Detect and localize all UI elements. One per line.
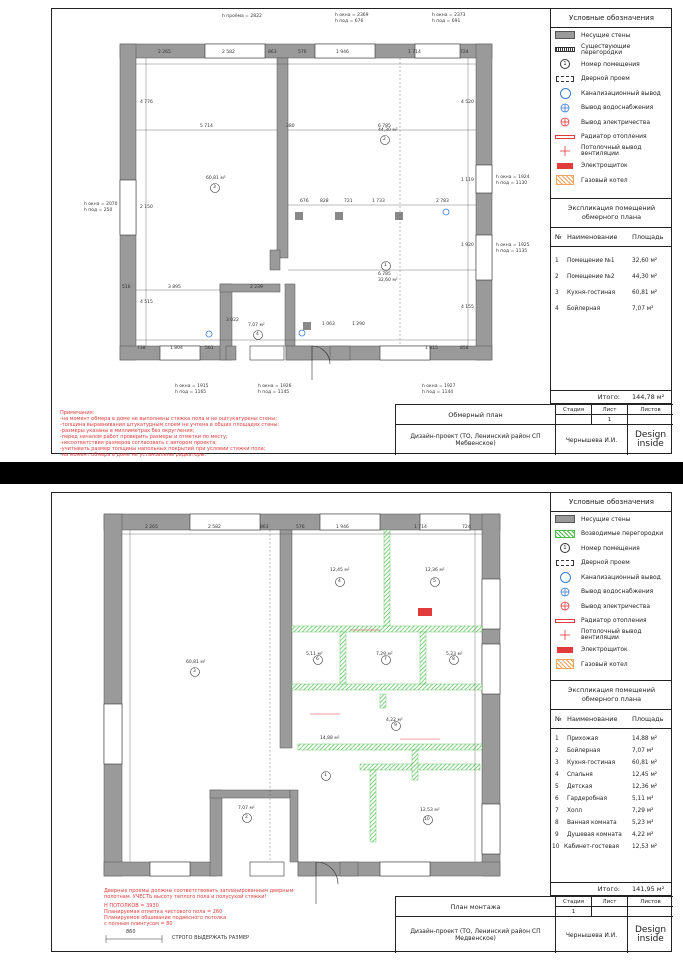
- dim-top: 576: [296, 525, 305, 530]
- room-number: 2: [245, 815, 248, 820]
- total-row: Итого: 141,95 м²: [551, 882, 672, 896]
- ventilation-icon: [555, 146, 575, 156]
- legend-list: [551, 512, 672, 672]
- bot-window3-label: h окна = 1927: [422, 384, 456, 389]
- dim-mid: 828: [320, 199, 329, 204]
- bot-window2-sill: h под = 1145: [258, 390, 290, 395]
- gas-boiler-icon: [555, 659, 575, 669]
- dim-bottom: 1 815: [425, 346, 438, 351]
- bearing-wall-swatch: [555, 30, 575, 40]
- ventilation-icon: [555, 630, 575, 640]
- project-name: Дизайн-проект (ТО, Ленинский район СП Медвенское): [396, 917, 556, 953]
- sheets-value: [628, 415, 673, 425]
- table-row: 2 Бойлерная 7,07 м²: [555, 747, 654, 754]
- legend-item: Канализационный вывод: [551, 570, 672, 585]
- sheet-number: 1: [592, 415, 628, 425]
- top-window2-label: h окна = 2373: [432, 13, 466, 18]
- project-name: Дизайн-проект (ТО, Ленинский район СП Мебвенское): [396, 425, 556, 455]
- room-number: 4: [256, 332, 259, 337]
- dim-top: 863: [268, 50, 277, 55]
- dim-bottom: 1 804: [170, 346, 183, 351]
- room-number: 2: [383, 137, 386, 142]
- dim-bottom: 1 063: [322, 322, 335, 327]
- radiator-icon: [555, 616, 575, 626]
- note-line: -перед началом работ проверить размеры и отметки по месту;: [60, 434, 228, 440]
- dim-top: 1 946: [336, 50, 349, 55]
- room-number: 6: [316, 657, 319, 662]
- legend-item: Потолочный вывод вентиляции: [551, 628, 672, 643]
- dim-wall: 380: [286, 124, 295, 129]
- table-header: № Наименование Площадь: [551, 710, 672, 729]
- stage-label: Стадия: [556, 897, 592, 907]
- table-row: 8 Ванная комната 5,23 м²: [555, 819, 654, 826]
- design-inside-logo: Design inside: [634, 430, 667, 449]
- area-room3: 60,81 м²: [186, 660, 206, 665]
- author-name: Чернышева И.И.: [556, 917, 628, 953]
- room-number: 5: [433, 579, 436, 584]
- dim-top: 724: [460, 50, 469, 55]
- legend-item: Электрощиток: [551, 159, 672, 174]
- sewer-outlet-icon: [555, 572, 575, 582]
- room-number: 9: [394, 723, 397, 728]
- drawing-title: Обмерный план: [396, 405, 556, 425]
- top-window1-sill: h под = 676: [335, 19, 364, 24]
- note-line: -размеры указаны в миллиметрах без округления;: [60, 428, 195, 434]
- bot-window1-sill: h под = 1165: [175, 390, 207, 395]
- top-window1-label: h окна = 2369: [335, 13, 369, 18]
- dim-room1-width: 6 785: [378, 272, 391, 277]
- note-line: -толщина выравнивания штукатурным слоем не учтена в общих площадях стены;: [60, 422, 280, 428]
- bot-window2-label: h окна = 1926: [258, 384, 292, 389]
- sheet-label: Лист: [592, 897, 628, 907]
- table-row: 4 Спальня 12,45 м²: [555, 771, 658, 778]
- table-row: 6 Гардеробная 5,11 м²: [555, 795, 654, 802]
- water-outlet-icon: [555, 587, 575, 597]
- legend-item: Несущие стены: [551, 512, 672, 527]
- area-room1: 32,60 м²: [378, 278, 398, 283]
- dim-top: 2 582: [222, 50, 235, 55]
- legend-item: Вывод водоснабжения: [551, 585, 672, 600]
- area-room4: 7,07 м²: [248, 323, 265, 328]
- legend-item: Вывод электричества: [551, 115, 672, 130]
- dim-top: 576: [298, 50, 307, 55]
- legend-item: 1 Номер помещения: [551, 541, 672, 556]
- note-line: Н ПОТОЛКОВ = 3930: [104, 903, 159, 909]
- dim-bottom: 738: [137, 346, 146, 351]
- sewer-outlet-icon: [555, 88, 575, 98]
- table-row: 7 Холл 7,29 м²: [555, 807, 654, 814]
- radiator-icon: [555, 132, 575, 142]
- room-number: 7: [384, 657, 387, 662]
- drawing-title: План монтажа: [396, 897, 556, 917]
- sheets-value: [628, 907, 673, 917]
- room-number: 8: [452, 657, 455, 662]
- note-line: полотнам. УЧЕСТЬ высоту теплого пола и полусухой стяжки!: [104, 894, 267, 900]
- note-line: -учитывать размер толщины напольных покрытий при условии стяжки пола;: [60, 446, 266, 452]
- electric-outlet-icon: [555, 117, 575, 127]
- new-partition-swatch: [555, 529, 575, 539]
- existing-partition-swatch: [555, 45, 575, 55]
- dim-top: 2 265: [145, 525, 158, 530]
- dim-top: 1 946: [336, 525, 349, 530]
- bot-window3-sill: h под = 1144: [422, 390, 454, 395]
- dim-right: 1 119: [461, 178, 474, 183]
- gas-boiler-icon: [555, 175, 575, 185]
- dim-left: 4 515: [140, 300, 153, 305]
- right-window1-sill: h под = 1130: [496, 181, 528, 186]
- note-line: с полным плинтусом = 80: [104, 921, 173, 927]
- table-row: 3 Кухня-гостиная 60,81 м²: [555, 759, 658, 766]
- sheet-label: Лист: [592, 405, 628, 415]
- room-number: 10: [424, 817, 430, 822]
- legend-item: Несущие стены: [551, 28, 672, 43]
- note-line: Дверные проемы должны соответствовать запланированным дверным: [104, 888, 294, 894]
- legend-panel: [550, 492, 672, 896]
- table-row: 2 Помещение №2 44,30 м²: [555, 273, 658, 280]
- legend-item: Радиатор отопления: [551, 130, 672, 145]
- author-name: Чернышева И.И.: [556, 425, 628, 455]
- bot-window1-label: h окна = 1915: [175, 384, 209, 389]
- legend-list: [551, 28, 672, 188]
- total-row: Итого: 144,78 м²: [551, 390, 672, 404]
- scale-label: СТРОГО ВЫДЕРЖАТЬ РАЗМЕР: [172, 935, 250, 941]
- sheet-installation-plan: [0, 484, 683, 960]
- room-table: [551, 247, 672, 317]
- legend-item: Дверной проем: [551, 556, 672, 571]
- legend-item: Вывод водоснабжения: [551, 101, 672, 116]
- dim-3895: 3 895: [168, 285, 181, 290]
- sheet-measurement-plan: [0, 0, 683, 462]
- area-room2: 44,30 м²: [378, 128, 398, 133]
- area-room8: 5,23 м²: [446, 652, 463, 657]
- table-row: 1 Помещение №1 32,60 м²: [555, 257, 658, 264]
- dim-boiler: 2 239: [250, 285, 263, 290]
- area-room5: 12,36 м²: [425, 568, 445, 573]
- room-number: 1: [384, 263, 387, 268]
- stage-label: Стадия: [556, 405, 592, 415]
- stage-value: [556, 415, 592, 425]
- door-opening-icon: [555, 74, 575, 84]
- legend-item: Возводимые перегородки: [551, 527, 672, 542]
- legend-item: Дверной проем: [551, 72, 672, 87]
- dim-mid: 721: [344, 199, 353, 204]
- legend-panel: [550, 8, 672, 404]
- left-window-label: h окна = 2070: [84, 202, 118, 207]
- scale-value: 860: [126, 929, 136, 935]
- area-room2: 7,07 м²: [238, 806, 255, 811]
- dim-top: 2 265: [158, 50, 171, 55]
- dim-mid: 2 783: [436, 199, 449, 204]
- dim-left: 4 776: [140, 100, 153, 105]
- note-line: Планируемое обшивание подвесного потолка: [104, 915, 227, 921]
- electric-panel-icon: [555, 645, 575, 655]
- dim-top: 1 714: [414, 525, 427, 530]
- door-opening-icon: [555, 558, 575, 568]
- dim-mid: 676: [300, 199, 309, 204]
- legend-title: Условные обозначения: [551, 492, 672, 512]
- legend-item: Канализационный вывод: [551, 86, 672, 101]
- legend-item: Радиатор отопления: [551, 614, 672, 629]
- table-row: 3 Кухня-гостиная 60,81 м²: [555, 289, 658, 296]
- area-room7: 7,29 м²: [376, 652, 393, 657]
- room-number: 3: [193, 669, 196, 674]
- right-window1-label: h окна = 1924: [496, 175, 530, 180]
- sheets-label: Листов: [628, 405, 673, 415]
- note-line: -на момент обмера в доме не установлены радиаторы.: [60, 452, 207, 458]
- dim-room3-width: 5 714: [200, 124, 213, 129]
- dim-bottom: 1 290: [352, 322, 365, 327]
- notes-block: [60, 410, 279, 458]
- legend-title: Условные обозначения: [551, 8, 672, 28]
- area-room10: 12,53 м²: [420, 808, 440, 813]
- title-block: [395, 404, 673, 455]
- legend-item: 1 Номер помещения: [551, 57, 672, 72]
- dim-room2-width: 6 785: [378, 124, 391, 129]
- installation-notes: [104, 888, 293, 927]
- electric-panel-icon: [555, 161, 575, 171]
- legend-item: Потолочный вывод вентиляции: [551, 144, 672, 159]
- stage-number: 1: [556, 907, 592, 917]
- legend-item: Существующие перегородки: [551, 43, 672, 58]
- dim-top: 2 582: [208, 525, 221, 530]
- legend-item: Газовый котел: [551, 657, 672, 672]
- title-block: [395, 896, 673, 953]
- top-window2-sill: h под = 691: [432, 19, 461, 24]
- legend-item: Газовый котел: [551, 173, 672, 188]
- dim-right: 1 920: [461, 243, 474, 248]
- table-row: 5 Детская 12,36 м²: [555, 783, 658, 790]
- top-opening-label: h проёма = 2822: [222, 14, 262, 19]
- dim-top: 1 714: [408, 50, 421, 55]
- room-number: 1: [324, 773, 327, 778]
- dim-516: 516: [122, 285, 131, 290]
- note-line: -несоответствия размеров согласовать с автором проекта;: [60, 440, 217, 446]
- legend-item: Вывод электричества: [551, 599, 672, 614]
- dim-right: 4 155: [461, 305, 474, 310]
- right-window2-sill: h под = 1135: [496, 249, 528, 254]
- note-line: -на момент обмера в доме не выполнены стяжка пола и не оштукатурены стены;: [60, 416, 277, 422]
- room-table: [551, 729, 672, 853]
- dim-top: 724: [462, 525, 471, 530]
- table-row: 4 Бойлерная 7,07 м²: [555, 305, 654, 312]
- dim-bottom: 3 022: [226, 318, 239, 323]
- room-number-circle: 1: [555, 543, 575, 553]
- legend-item: Электрощиток: [551, 643, 672, 658]
- room-number-circle: 1: [555, 59, 575, 69]
- dim-right: 4 520: [461, 100, 474, 105]
- sheet-value: [592, 907, 628, 917]
- notes-title: Примечания:: [60, 410, 95, 416]
- table-header: № Наименование Площадь: [551, 228, 672, 247]
- dim-mid: 1 733: [372, 199, 385, 204]
- area-room4: 12,45 м²: [330, 568, 350, 573]
- right-window2-label: h окна = 1925: [496, 243, 530, 248]
- explication-title: Экспликация помещений обмерного плана: [551, 198, 672, 228]
- water-outlet-icon: [555, 103, 575, 113]
- note-line: Планируемая отметка чистового пола = 260: [104, 909, 223, 915]
- area-room9: 4,22 м²: [386, 718, 403, 723]
- dim-bottom: 561: [205, 346, 214, 351]
- electric-outlet-icon: [555, 601, 575, 611]
- bearing-wall-swatch: [555, 514, 575, 524]
- area-room3: 60,81 м²: [206, 176, 226, 181]
- room-number: 3: [213, 185, 216, 190]
- dim-top: 863: [260, 525, 269, 530]
- design-inside-logo: Design inside: [634, 925, 667, 944]
- dim-bottom: 858: [460, 346, 469, 351]
- sheets-label: Листов: [628, 897, 673, 907]
- dim-left: 2 150: [140, 205, 153, 210]
- room-number: 4: [338, 579, 341, 584]
- table-row: 10 Кабинет-гостевая 12,53 м²: [552, 843, 658, 850]
- area-room1: 14,88 м²: [320, 736, 340, 741]
- table-row: 1 Прихожая 14,88 м²: [555, 735, 658, 742]
- left-window-sill: h под = 250: [84, 208, 113, 213]
- area-room6: 5,11 м²: [306, 652, 323, 657]
- table-row: 9 Душевая комната 4,22 м²: [555, 831, 654, 838]
- explication-title: Экспликация помещений обмерного плана: [551, 680, 672, 710]
